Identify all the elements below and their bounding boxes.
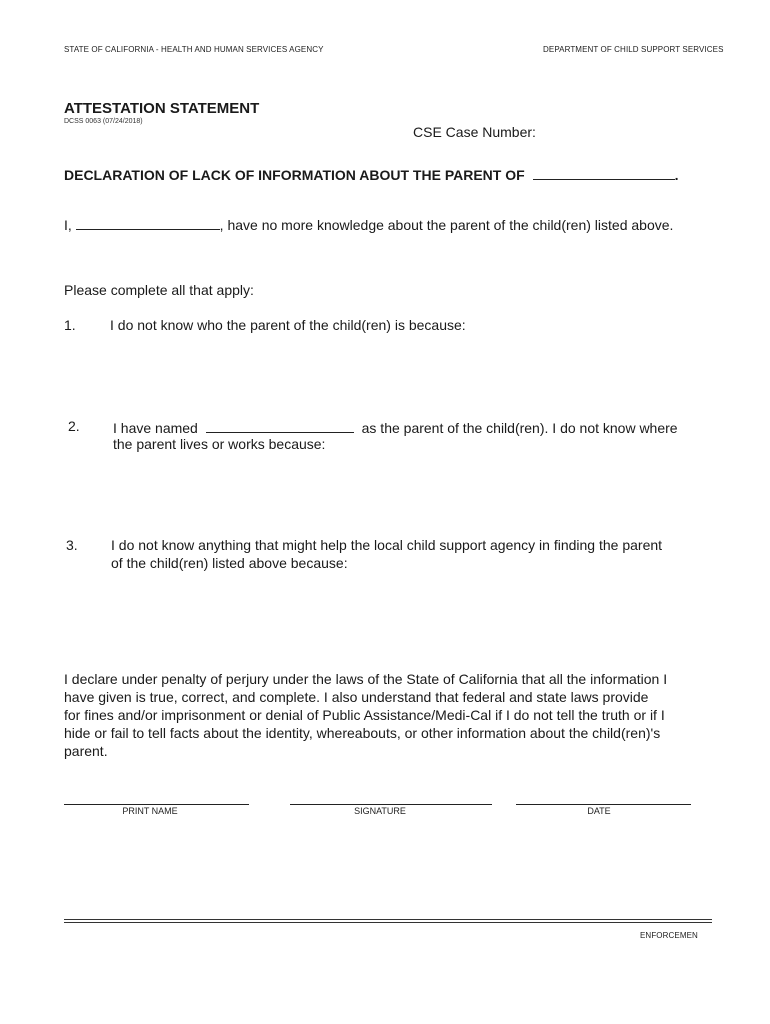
named-parent-field[interactable] [206,418,354,433]
case-number-label: CSE Case Number: [413,124,536,140]
item-2-prefix: I have named [113,420,198,436]
item-2-line1 [113,418,678,436]
intro-suffix: , have no more knowledge about the parent of the child(ren) listed above. [219,217,674,233]
declaration-heading-text: DECLARATION OF LACK OF INFORMATION ABOUT THE PARENT OF [64,167,525,183]
declaration-heading-end: . [674,167,679,183]
intro-line [64,215,673,233]
department-header: DEPARTMENT OF CHILD SUPPORT SERVICES [543,45,724,54]
signature-label: SIGNATURE [354,806,406,816]
print-name-line[interactable] [64,804,249,805]
item-3-number: 3. [66,537,78,553]
item-1-text: I do not know who the parent of the child(ren) is because: [110,317,466,333]
item-1-number: 1. [64,317,76,333]
form-number: DCSS 0063 (07/24/2018) [64,118,143,125]
penalty-line-5: parent. [64,743,108,759]
form-title: ATTESTATION STATEMENT [64,100,260,117]
item-2-line2: the parent lives or works because: [113,436,326,452]
item-2-suffix: as the parent of the child(ren). I do not know where [361,420,678,436]
date-line[interactable] [516,804,691,805]
intro-prefix: I, [64,217,72,233]
item-3-line1: I do not know anything that might help the local child support agency in finding the parent [111,537,663,553]
penalty-line-4: hide or fail to tell facts about the identity, whereabouts, or other information about the child(ren)'s [64,725,661,741]
date-label: DATE [587,806,611,816]
item-2-number: 2. [68,418,80,434]
penalty-line-3: for fines and/or imprisonment or denial of Public Assistance/Medi-Cal if I do not tell the truth or if I [64,707,665,723]
parent-of-field[interactable] [533,165,675,180]
signature-line[interactable] [290,804,492,805]
agency-header: STATE OF CALIFORNIA - HEALTH AND HUMAN SERVICES AGENCY [64,45,324,54]
declaration-heading [64,165,678,183]
penalty-line-1: I declare under penalty of perjury under the laws of the State of California that all the information I [64,671,668,687]
footer-rule-bottom [64,922,712,923]
instruction-text: Please complete all that apply: [64,282,254,298]
item-3-line2: of the child(ren) listed above because: [111,555,348,571]
footer-text: ENFORCEMEN [640,931,698,940]
penalty-line-2: have given is true, correct, and complete. I also understand that federal and state laws provide [64,689,649,705]
print-name-label: PRINT NAME [122,806,178,816]
footer-rule-top [64,919,712,920]
declarant-name-field[interactable] [76,215,220,230]
